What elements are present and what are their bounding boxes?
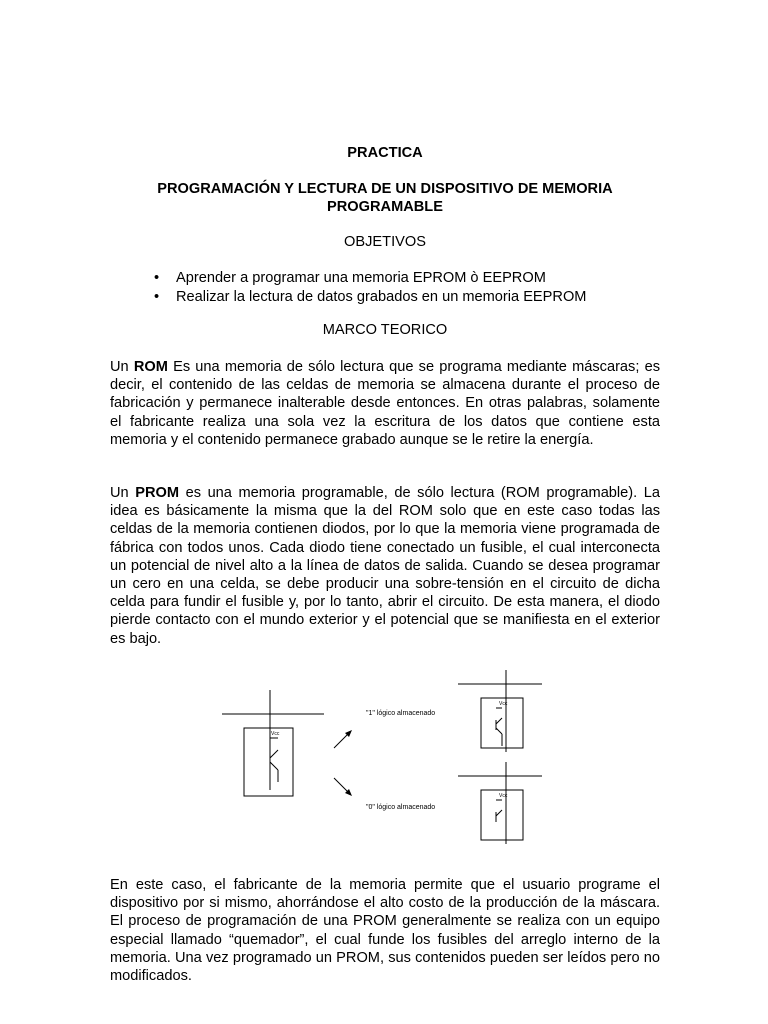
objectives-list bbox=[176, 269, 676, 306]
vcc-label-bottom: Vcc bbox=[499, 793, 508, 799]
prom-lead: Un bbox=[110, 485, 136, 501]
objective-item-2: • Realizar la lectura de datos grabados en un memoria EEPROM bbox=[176, 288, 676, 307]
prom-cell-diagram bbox=[0, 660, 768, 860]
prom-term: PROM bbox=[135, 485, 180, 501]
title-line-2: PROGRAMABLE bbox=[327, 198, 443, 215]
practice-heading: PRACTICA bbox=[347, 145, 423, 161]
title-line-1: PROGRAMACIÓN Y LECTURA DE UN DISPOSITIVO DE MEMORIA bbox=[157, 181, 613, 197]
rom-paragraph bbox=[110, 358, 660, 449]
rom-text: Es una memoria de sólo lectura que se programa mediante máscaras; es decir, el contenido de las celdas de memoria se almacena durante el proceso de fabricación y permanece inalterable desde entonces. En otras palabras, solamente el fabricante realiza una sola vez la escritura de los datos que contiene esta memoria y el contenido permanece grabado aunque se le retire la energía. bbox=[110, 359, 660, 448]
label-logic-one: "1" lógico almacenado bbox=[366, 710, 436, 717]
vcc-label-left: Vcc bbox=[271, 731, 280, 737]
closing-paragraph: En este caso, el fabricante de la memoria permite que el usuario programe el dispositivo por si mismo, ahorrándose el alto costo de la producción de la máscara. El proceso de programación de una PROM generalmente se realiza con un equipo especial llamado “quemador”, el cual funde los fusibles del arreglo interno de la memoria. Una vez programado un PROM, sus contenidos pueden ser leídos pero no modificados. bbox=[110, 877, 660, 985]
objective-item-1: • Aprender a programar una memoria EPROM ò EEPROM bbox=[176, 269, 676, 288]
rom-lead: Un bbox=[110, 359, 134, 375]
prom-paragraph bbox=[110, 484, 660, 648]
label-logic-zero: "0" lógico almacenado bbox=[366, 804, 436, 811]
rom-term: ROM bbox=[133, 359, 168, 375]
vcc-label-top: Vcc bbox=[499, 701, 508, 707]
document-title bbox=[110, 181, 660, 216]
objectives-heading: OBJETIVOS bbox=[344, 234, 426, 250]
prom-text: es una memoria programable, de sólo lectura (ROM programable). La idea es básicamente la misma que la del ROM solo que en este caso todas las celdas de la memoria contienen diodos, por lo que la memoria viene programada de fábrica con todos unos. Cada diodo tiene conectado un fusible, el cual interconecta un potencial de nivel alto a la línea de datos de salida. Cuando se desea programar un cero en una celda, se debe producir una sobre-tensión en el circuito de dicha celda para fundir el fusible y, por lo tanto, abrir el circuito. De esta manera, el diodo pierde contacto con el mundo exterior y el potencial que se manifiesta en el exterior es bajo. bbox=[110, 485, 660, 647]
theory-heading: MARCO TEORICO bbox=[322, 322, 448, 338]
